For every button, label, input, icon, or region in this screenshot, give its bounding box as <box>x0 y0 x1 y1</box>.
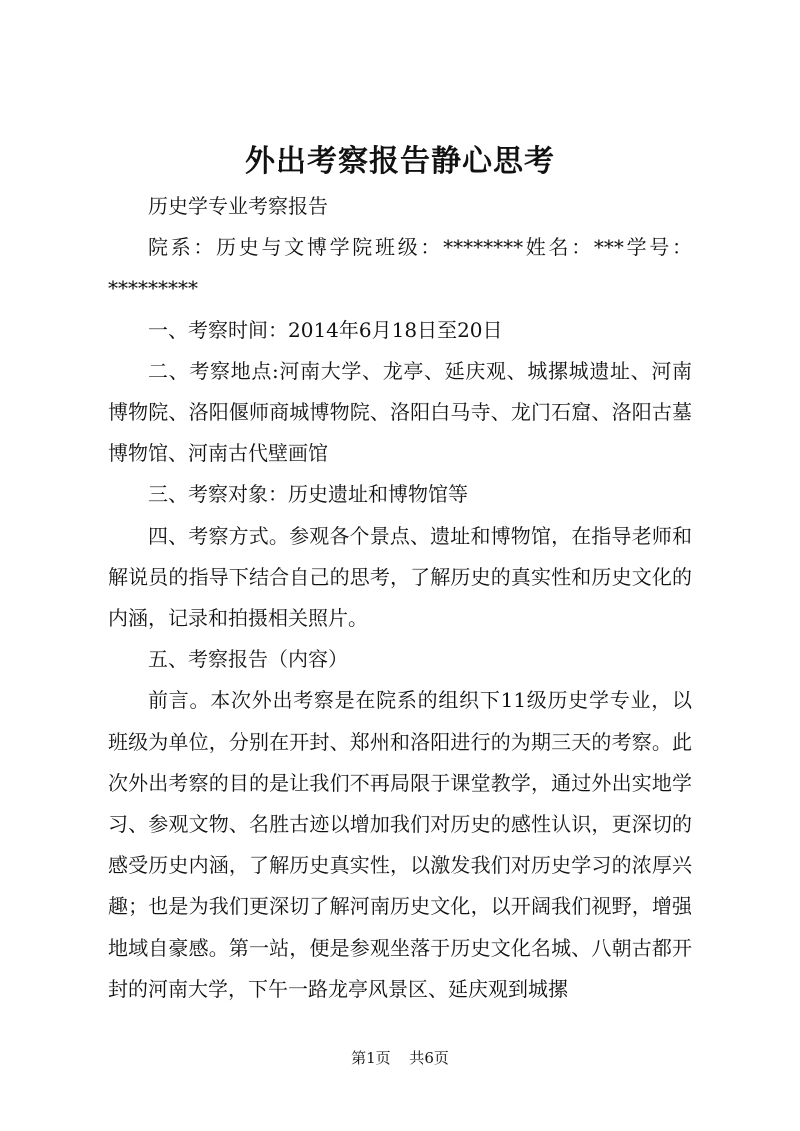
paragraph-inspection-time: 一、考察时间：2014年6月18日至20日 <box>148 317 503 342</box>
document-body <box>108 186 692 1010</box>
paragraph-preface: 前言。本次外出考察是在院系的组织下11级历史学专业，以班级为单位，分别在开封、郑州和洛阳进行的为期三天的考察。此次外出考察的目的是让我们不再局限于课堂教学，通过外出实地学习、参观文物、名胜古迹以增加我们对历史的感性认识，更深切的感受历史内涵，了解历史真实性，以激发我们对历史学习的浓厚兴趣；也是为我们更深切了解河南历史文化，以开阔我们视野，增强地域自豪感。第一站，便是参观坐落于历史文化名城、八朝古都开封的河南大学，下午一路龙亭风景区、延庆观到城摞 <box>108 688 692 1001</box>
paragraph-student-info: 院系：历史与文博学院班级：********姓名：***学号：********* <box>108 235 692 301</box>
paragraph-report-subtitle: 历史学专业考察报告 <box>148 194 328 218</box>
paragraph-inspection-locations: 二、考察地点:河南大学、龙亭、延庆观、城摞城遗址、河南博物院、洛阳偃师商城博物院、洛阳白马寺、龙门石窟、洛阳古墓博物馆、河南古代壁画馆 <box>108 358 692 466</box>
paragraph-inspection-objects: 三、考察对象：历史遗址和博物馆等 <box>148 482 468 507</box>
page-footer <box>0 1048 800 1068</box>
page-number: 第1页 <box>351 1049 391 1067</box>
paragraph-inspection-method: 四、考察方式。参观各个景点、遗址和博物馆，在指导老师和解说员的指导下结合自己的思考，了解历史的真实性和历史文化的内涵，记录和拍摄相关照片。 <box>108 523 692 631</box>
paragraph-report-heading: 五、考察报告（内容） <box>148 647 348 672</box>
page-total: 共6页 <box>409 1049 449 1067</box>
document-title: 外出考察报告静心思考 <box>245 144 555 179</box>
